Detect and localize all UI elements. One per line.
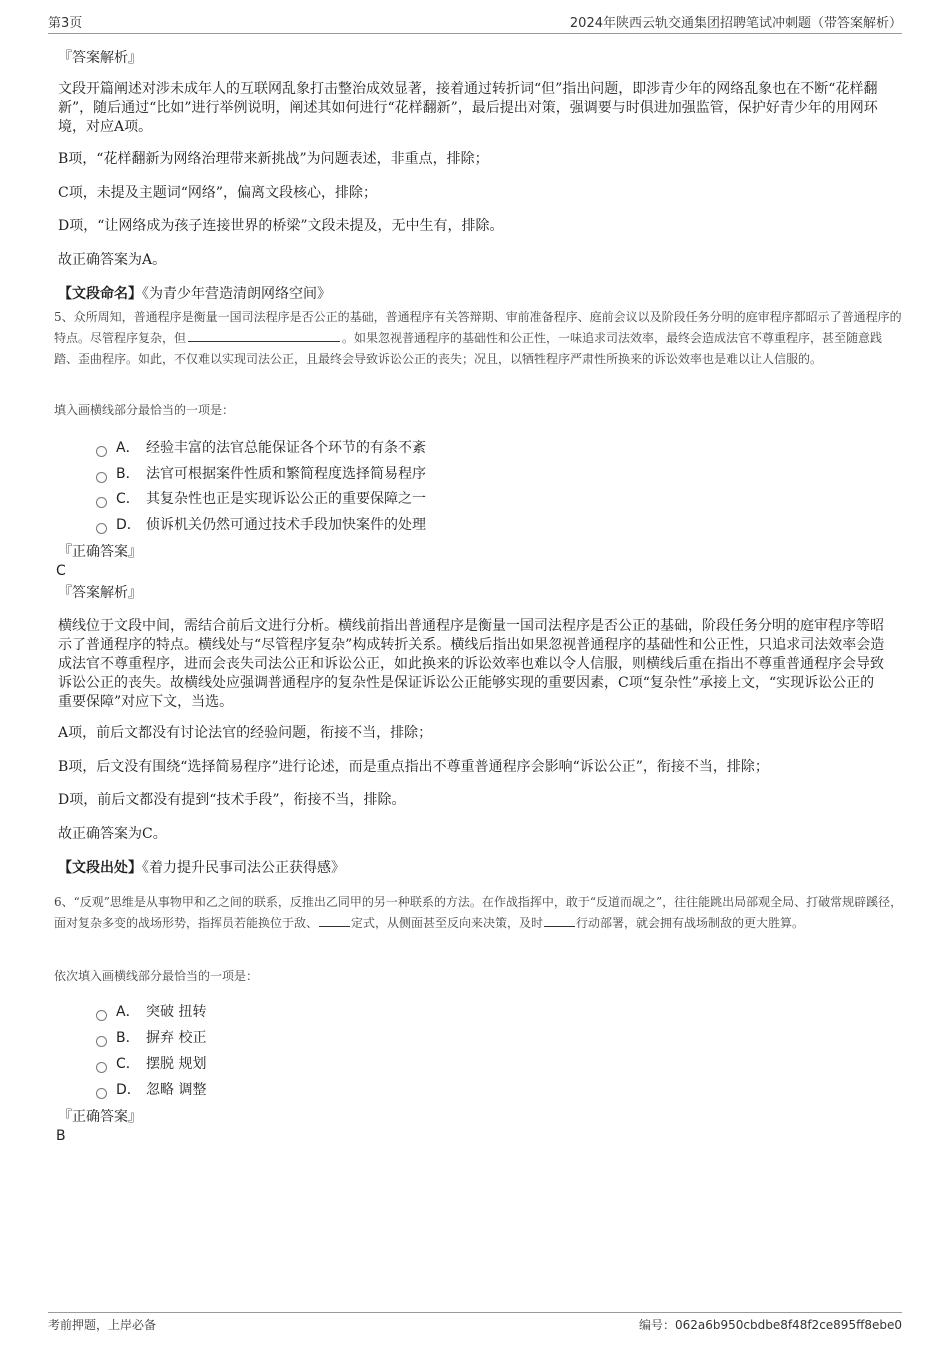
q5-option-a[interactable]: A． 经验丰富的法官总能保证各个环节的有条不紊 [96,438,426,458]
radio-icon[interactable] [96,1010,107,1021]
q5-conclusion: 故正确答案为C。 [58,826,167,842]
radio-icon[interactable] [96,472,107,483]
q6-blank-1 [319,914,350,927]
q6-stem-part2: 定式，从侧面甚至反向来决策，及时 [351,916,544,930]
radio-icon[interactable] [96,523,107,534]
q5-option-b-analysis: B项，后文没有围绕“选择简易程序”进行论述，而是重点指出不尊重普通程序会影响“诉讼公正”，衔接不当，排除； [58,759,769,775]
q5-option-b[interactable]: B． 法官可根据案件性质和繁简程度选择简易程序 [96,464,426,484]
page-number: 第3页 [48,16,83,31]
q5-correct-value: C [56,563,66,579]
q6-prompt: 依次填入画横线部分最恰当的一项是： [54,969,259,983]
naming-label: 【文段命名】 [58,286,142,302]
q5-analysis-label: 『答案解析』 [58,585,142,601]
q6-option-c[interactable]: C． 摆脱 规划 [96,1054,206,1074]
q6-correct-label: 『正确答案』 [58,1109,142,1125]
q5-correct-label: 『正确答案』 [58,544,142,560]
q6-blank-2 [544,914,575,927]
radio-icon[interactable] [96,1088,107,1099]
radio-icon[interactable] [96,1036,107,1047]
q6-stem-part3: 行动部署，就会拥有战场制敌的更大胜算。 [576,916,805,930]
page-header [48,14,902,34]
page-footer [48,1312,902,1334]
footer-code: 编号：062a6b950cbdbe8f48f2ce895ff8ebe0 [638,1318,902,1332]
document-title: 2024年陕西云轨交通集团招聘笔试冲刺题（带答案解析） [569,16,902,31]
q4-conclusion: 故正确答案为A。 [58,252,167,268]
q4-analysis-text: 文段开篇阐述对涉未成年人的互联网乱象打击整治成效显著，接着通过转折词“但”指出问题，即涉青少年的网络乱象也在不断“花样翻新”，随后通过“比如”进行举例说明，阐述其如何进行“花样翻新”，最后提出对策，强调要与时俱进加强监管，保护好青少年的用网环境，对应A项。 [58,81,878,135]
q5-stem [54,307,904,370]
radio-icon[interactable] [96,446,107,457]
q5-stem-part2: 。如果忽视普通程序的基础性和公正性，一味追求司法效率，最终会造成法官不尊重程序，甚至随意践踏、歪曲程序。如此，不仅难以实现司法公正，且最终会导致诉讼公正的丧失；况且，以牺牲程序严肃性所换来的诉讼效率也是难以让人信服的。 [54,331,883,366]
q6-correct-value: B [56,1128,66,1144]
q4-option-b-analysis: B项，“花样翻新为网络治理带来新挑战”为问题表述，非重点，排除； [58,151,489,167]
q5-option-d-analysis: D项，前后文都没有提到“技术手段”，衔接不当，排除。 [58,792,406,808]
q6-option-b[interactable]: B． 摒弃 校正 [96,1028,206,1048]
q4-analysis-label: 『答案解析』 [58,50,142,66]
q5-option-d[interactable]: D． 侦诉机关仍然可通过技术手段加快案件的处理 [96,515,426,535]
q5-option-c[interactable]: C． 其复杂性也正是实现诉讼公正的重要保障之一 [96,489,426,509]
source-label: 【文段出处】 [58,860,142,876]
q6-stem-part1: 6、“反观”思维是从事物甲和乙之间的联系，反推出乙同甲的另一种联系的方法。在作战指挥中，敢于“反道而觇之”，往往能跳出局部观全局、打破常规辟蹊径，面对复杂多变的战场形势，指挥员若能换位于敌、 [54,895,903,930]
q4-option-c-analysis: C项，未提及主题词“网络”，偏离文段核心，排除； [58,185,378,201]
q6-option-d[interactable]: D． 忽略 调整 [96,1080,206,1100]
q4-option-d-analysis: D项，“让网络成为孩子连接世界的桥梁”文段未提及，无中生有，排除。 [58,218,504,234]
q6-option-a[interactable]: A． 突破 扭转 [96,1002,206,1022]
q4-passage-naming [58,285,888,304]
footer-slogan: 考前押题，上岸必备 [48,1318,157,1332]
q5-option-a-analysis: A项，前后文都没有讨论法官的经验问题，衔接不当，排除； [58,725,433,741]
naming-title: 《为青少年营造清朗网络空间》 [142,286,331,302]
q5-stem-part1: 5、众所周知，普通程序是衡量一国司法程序是否公正的基础，普通程序有关答辩期、审前准备程序、庭前会议以及阶段任务分明的庭审程序都昭示了普通程序的特点。尽管程序复杂，但 [54,310,902,345]
q5-blank [188,329,340,342]
q5-analysis-text: 横线位于文段中间，需结合前后文进行分析。横线前指出普通程序是衡量一国司法程序是否公正的基础，阶段任务分明的庭审程序等昭示了普通程序的特点。横线处与“尽管程序复杂”构成转折关系。横线后指出如果忽视普通程序的基础性和公正性，只追求司法效率会造成法官不尊重程序，进而会丧失司法公正和诉讼公正，如此换来的诉讼效率也难以令人信服，则横线后重在指出不尊重普通程序会导致诉讼公正的丧失。故横线处应强调普通程序的复杂性是保证诉讼公正能够实现的重要因素，C项“复杂性”承接上文，“实现诉讼公正的重要保障”对应下文，当选。 [58,618,885,710]
q5-passage-source [58,859,888,878]
radio-icon[interactable] [96,1062,107,1073]
q5-prompt: 填入画横线部分最恰当的一项是： [54,403,235,417]
radio-icon[interactable] [96,497,107,508]
source-title: 《着力提升民事司法公正获得感》 [142,860,345,876]
q6-stem [54,892,904,934]
